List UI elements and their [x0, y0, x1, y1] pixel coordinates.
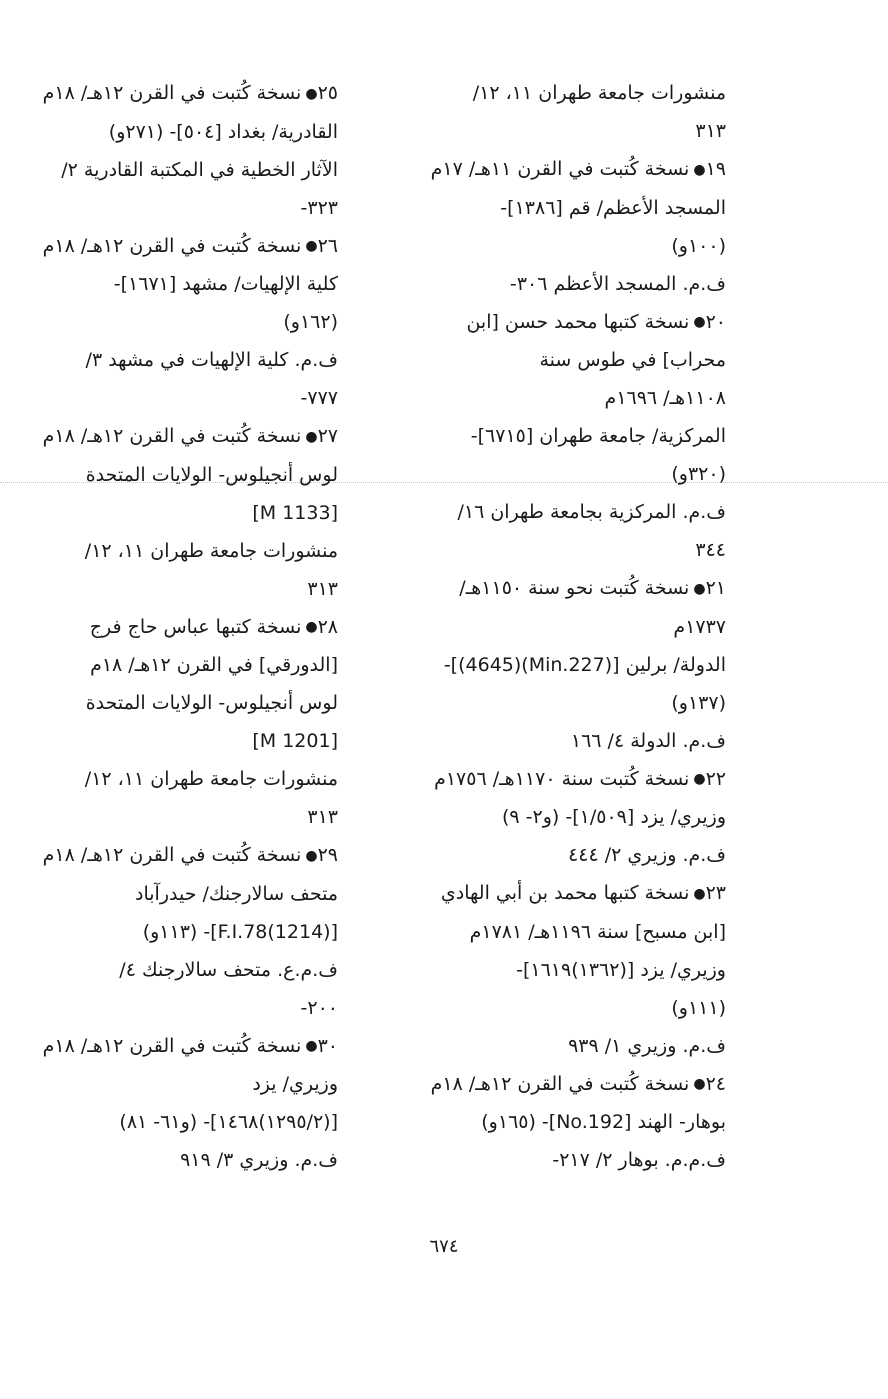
page-number: ٦٧٤ [429, 1236, 459, 1257]
entry-line: [ابن مسبح] سنة ١١٩٦هـ/ ١٧٨١م [469, 920, 726, 943]
entry-number: ٣٠ [317, 1034, 338, 1057]
catalog-entry [384, 760, 726, 875]
entry-heading [26, 417, 338, 456]
entry-text: نسخة كُتبت نحو سنة ١١٥٠هـ/ [459, 577, 690, 599]
bullet-icon: ● [305, 619, 318, 635]
catalog-entry [384, 303, 726, 570]
bullet-icon: ● [693, 1076, 706, 1092]
entry-line: الدولة/ برلين [(Min.227)(4645)]- [443, 653, 726, 676]
entry-line: (١٣٧و) [671, 691, 726, 714]
entry-line: ٣٤٤ [695, 539, 726, 561]
entry-line: [(١٢٩٥/٢)١٤٦٨]- (و٦١- ٨١) [119, 1111, 338, 1133]
entry-number: ٢٨ [317, 615, 338, 638]
entry-line: متحف سالارجنك/ حيدرآباد [135, 882, 338, 905]
bullet-icon: ● [305, 847, 318, 864]
entry-line: (٣٢٠و) [671, 463, 726, 485]
entry-number: ٢٤ [705, 1072, 726, 1095]
entry-line: منشورات جامعة طهران ١١، ١٢/ [84, 539, 338, 562]
entry-line: ف.م. الدولة ٤/ ١٦٦ [570, 729, 726, 752]
entry-line: لوس أنجيلوس- الولايات المتحدة [85, 692, 338, 714]
entry-text: نسخة كُتبت في القرن ١٢هـ/ ١٨م [430, 1072, 690, 1095]
entry-number: ٢٩ [317, 844, 338, 866]
entry-number: ٢١ [705, 577, 726, 599]
entry-heading [384, 760, 726, 799]
entry-line: وزيري/ يزد [(١٣٦٢)١٦١٩]- [516, 958, 726, 981]
entry-number: ٢٠ [705, 310, 726, 333]
entry-number: ٢٣ [705, 882, 726, 904]
entry-line: ف.م. المركزية بجامعة طهران ١٦/ [457, 501, 726, 523]
bullet-icon: ● [693, 885, 706, 902]
catalog-entry [384, 569, 726, 760]
entry-line: وزيري/ يزد [252, 1073, 338, 1095]
entry-line: [M 1133] [252, 501, 338, 524]
entry-number: ٢٦ [317, 234, 338, 257]
catalog-entry [384, 874, 726, 1065]
entry-heading [384, 569, 726, 608]
entry-line: منشورات جامعة طهران ١١، ١٢/ [84, 768, 338, 790]
entry-text: نسخة كتبها عباس حاج فرج [89, 615, 302, 638]
bullet-icon: ● [693, 771, 706, 787]
catalog-entry [384, 150, 726, 303]
entry-line: (١٦٢و) [283, 311, 338, 333]
catalog-entry [26, 1027, 338, 1180]
entry-text: نسخة كُتبت في القرن ١١هـ/ ١٧م [430, 158, 690, 180]
catalog-entry [384, 1065, 726, 1180]
entry-heading [26, 227, 338, 266]
entry-line: (١٠٠و) [671, 234, 726, 257]
entry-line: ١١٠٨هـ/ ١٦٩٦م [604, 387, 726, 409]
entry-line: [الدورقي] في القرن ١٢هـ/ ١٨م [90, 654, 338, 676]
entry-line: ف.م. وزيري ١/ ٩٣٩ [568, 1034, 726, 1057]
bullet-icon: ● [305, 238, 318, 254]
entry-number: ٢٥ [317, 82, 338, 104]
right-column [384, 74, 726, 1179]
entry-line: ٣٢٣- [300, 196, 338, 219]
entry-line: ف.م.م. بوهار ٢/ ٢١٧- [552, 1149, 726, 1171]
bullet-icon: ● [693, 161, 706, 178]
entry-heading [26, 608, 338, 647]
entry-heading [384, 1065, 726, 1104]
entry-line: (١١١و) [671, 996, 726, 1019]
bullet-icon: ● [305, 428, 318, 445]
entry-text: نسخة كتبها محمد حسن [ابن [466, 310, 690, 333]
bullet-icon: ● [305, 1038, 318, 1054]
entry-line: ٢٠٠- [300, 996, 338, 1019]
catalog-entry [26, 74, 338, 227]
entry-line: ف.م.ع. متحف سالارجنك ٤/ [119, 958, 338, 981]
entry-line: لوس أنجيلوس- الولايات المتحدة [85, 463, 338, 486]
entry-number: ٢٧ [317, 425, 338, 447]
left-column [26, 74, 338, 1179]
entry-line: كلية الإلهيات/ مشهد [١٦٧١]- [113, 273, 338, 295]
entry-line: المسجد الأعظم/ قم [١٣٨٦]- [500, 196, 726, 219]
entry-number: ٢٢ [705, 767, 726, 790]
entry-line: وزيري/ يزد [١/٥٠٩]- (و٢- ٩) [501, 806, 726, 828]
entry-heading [384, 874, 726, 913]
entry-line: المركزية/ جامعة طهران [٦٧١٥]- [470, 425, 726, 447]
entry-text: نسخة كتبها محمد بن أبي الهادي [440, 882, 690, 904]
entry-text: نسخة كُتبت سنة ١١٧٠هـ/ ١٧٥٦م [434, 767, 690, 790]
catalog-entry [26, 417, 338, 608]
entry-text: نسخة كُتبت في القرن ١٢هـ/ ١٨م [42, 844, 302, 866]
catalog-entry [384, 74, 726, 150]
entry-heading [384, 303, 726, 342]
entry-line: ١٧٣٧م [673, 615, 726, 638]
entry-line: ٧٧٧- [300, 387, 338, 409]
entry-text: نسخة كُتبت في القرن ١٢هـ/ ١٨م [42, 425, 302, 447]
bullet-icon: ● [693, 580, 706, 597]
entry-line: ٣١٣ [307, 577, 338, 600]
entry-heading [26, 1027, 338, 1066]
entry-line: ف.م. وزيري ٢/ ٤٤٤ [568, 844, 726, 866]
entry-line: [M 1201] [252, 730, 338, 752]
entry-line: القادرية/ بغداد [٥٠٤]- (٢٧١و) [108, 120, 338, 143]
bullet-icon: ● [305, 85, 318, 102]
entry-line: بوهار- الهند [No.192]- (١٦٥و) [481, 1111, 726, 1133]
entry-line: ٣١٣ [695, 120, 726, 142]
entry-text: نسخة كُتبت في القرن ١٢هـ/ ١٨م [42, 234, 302, 257]
entry-line: محراب] في طوس سنة [539, 349, 726, 371]
entry-line: [F.I.78(1214)]- (١١٣و) [142, 920, 338, 943]
entry-heading [384, 150, 726, 189]
entry-line: الآثار الخطية في المكتبة القادرية ٢/ [61, 158, 338, 181]
entry-line: ف.م. وزيري ٣/ ٩١٩ [180, 1149, 338, 1171]
entry-number: ١٩ [705, 158, 726, 180]
entry-line: ٣١٣ [307, 806, 338, 828]
catalog-entry [26, 608, 338, 837]
entry-text: نسخة كُتبت في القرن ١٢هـ/ ١٨م [42, 82, 302, 104]
entry-line: منشورات جامعة طهران ١١، ١٢/ [472, 82, 726, 104]
catalog-entry [26, 836, 338, 1027]
entry-line: ف.م. المسجد الأعظم ٣٠٦- [509, 272, 726, 295]
entry-heading [26, 74, 338, 113]
catalog-entry [26, 227, 338, 418]
entry-line: ف.م. كلية الإلهيات في مشهد ٣/ [85, 349, 338, 371]
entry-heading [26, 836, 338, 875]
bullet-icon: ● [693, 314, 706, 330]
entry-text: نسخة كُتبت في القرن ١٢هـ/ ١٨م [42, 1034, 302, 1057]
